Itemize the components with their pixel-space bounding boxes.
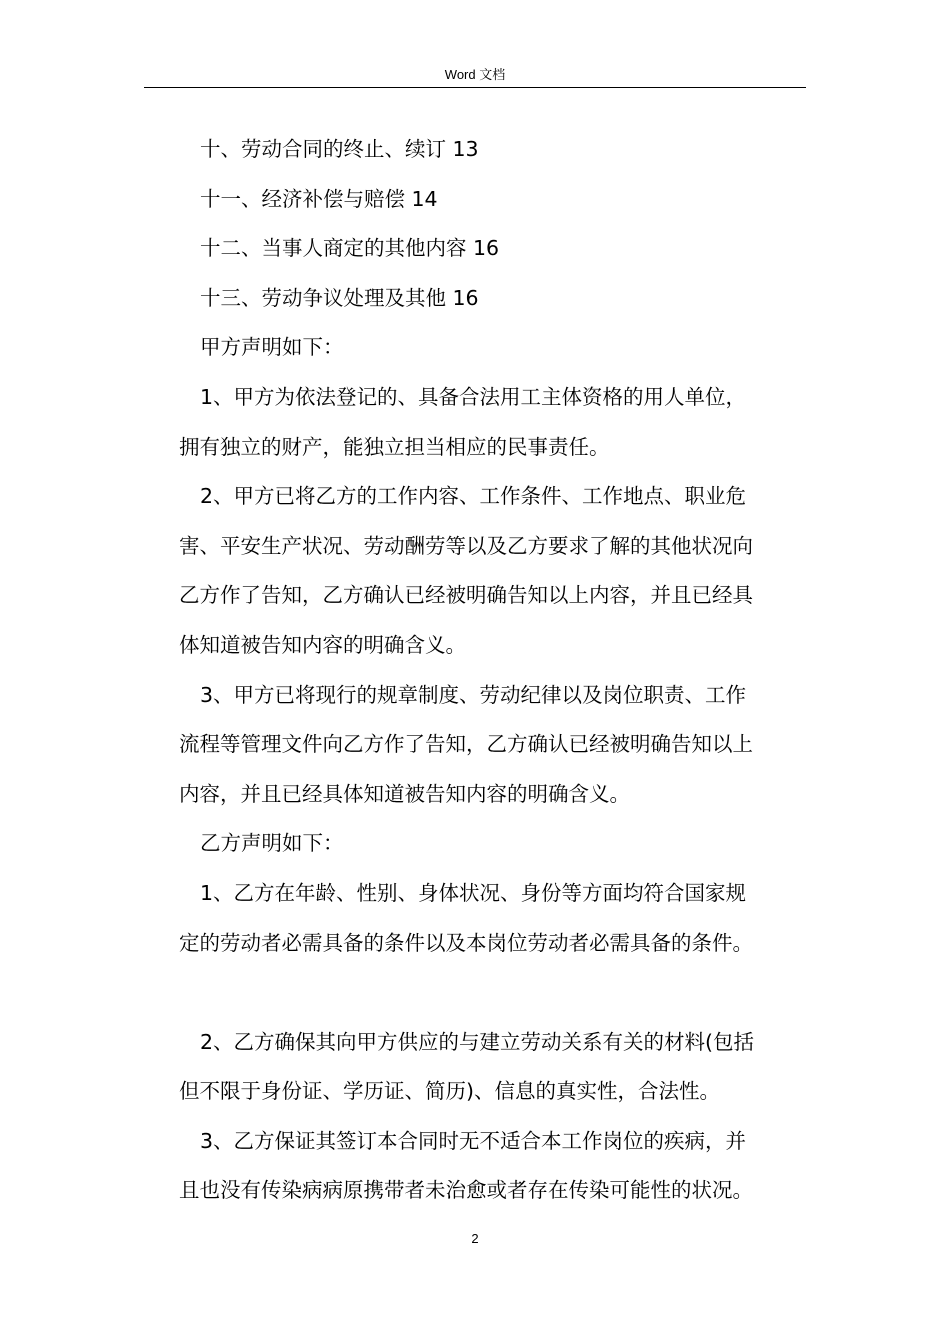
party-b-clause-3 <box>179 1117 809 1216</box>
document-body <box>179 125 809 1216</box>
party-a-heading: 甲方声明如下： <box>200 335 344 360</box>
party-a-clause-1 <box>179 373 809 472</box>
toc-item: 十二、当事人商定的其他内容 16 <box>200 236 500 261</box>
paragraph-line: 2、乙方确保其向甲方供应的与建立劳动关系有关的材料(包括 <box>200 1029 755 1054</box>
paragraph-line: 体知道被告知内容的明确含义。 <box>179 632 466 657</box>
page-number: 2 <box>471 1231 479 1246</box>
paragraph-line: 定的劳动者必需具备的条件以及本岗位劳动者必需具备的条件。 <box>179 930 753 955</box>
party-b-heading: 乙方声明如下： <box>200 831 344 856</box>
paragraph-line: 拥有独立的财产，能独立担当相应的民事责任。 <box>179 434 610 459</box>
party-a-clause-2 <box>179 472 809 670</box>
paragraph-line: 但不限于身份证、学历证、简历)、信息的真实性，合法性。 <box>179 1079 720 1104</box>
paragraph-line: 乙方作了告知，乙方确认已经被明确告知以上内容，并且已经具 <box>179 583 753 608</box>
paragraph-line: 且也没有传染病病原携带者未治愈或者存在传染可能性的状况。 <box>179 1178 753 1203</box>
toc-item: 十一、经济补偿与赔偿 14 <box>200 186 438 211</box>
party-a-clause-3 <box>179 671 809 820</box>
paragraph-line: 3、乙方保证其签订本合同时无不适合本工作岗位的疾病，并 <box>200 1128 747 1153</box>
paragraph-line: 3、甲方已将现行的规章制度、劳动纪律以及岗位职责、工作 <box>200 682 747 707</box>
toc-item: 十、劳动合同的终止、续订 13 <box>200 137 479 161</box>
paragraph-line: 内容，并且已经具体知道被告知内容的明确含义。 <box>179 781 630 806</box>
page-header: Word 文档 <box>444 67 506 82</box>
paragraph-line: 1、甲方为依法登记的、具备合法用工主体资格的用人单位， <box>200 384 747 409</box>
paragraph-line: 害、平安生产状况、劳动酬劳等以及乙方要求了解的其他状况向 <box>179 533 753 558</box>
paragraph-line: 2、甲方已将乙方的工作内容、工作条件、工作地点、职业危 <box>200 484 747 509</box>
toc-item: 十三、劳动争议处理及其他 16 <box>200 285 479 310</box>
party-b-clause-2 <box>179 1018 809 1117</box>
blank-line <box>179 968 809 1018</box>
paragraph-line: 流程等管理文件向乙方作了告知，乙方确认已经被明确告知以上 <box>179 732 753 757</box>
party-b-clause-1 <box>179 869 809 968</box>
header-divider <box>144 87 806 88</box>
paragraph-line: 1、乙方在年龄、性别、身体状况、身份等方面均符合国家规 <box>200 880 747 905</box>
